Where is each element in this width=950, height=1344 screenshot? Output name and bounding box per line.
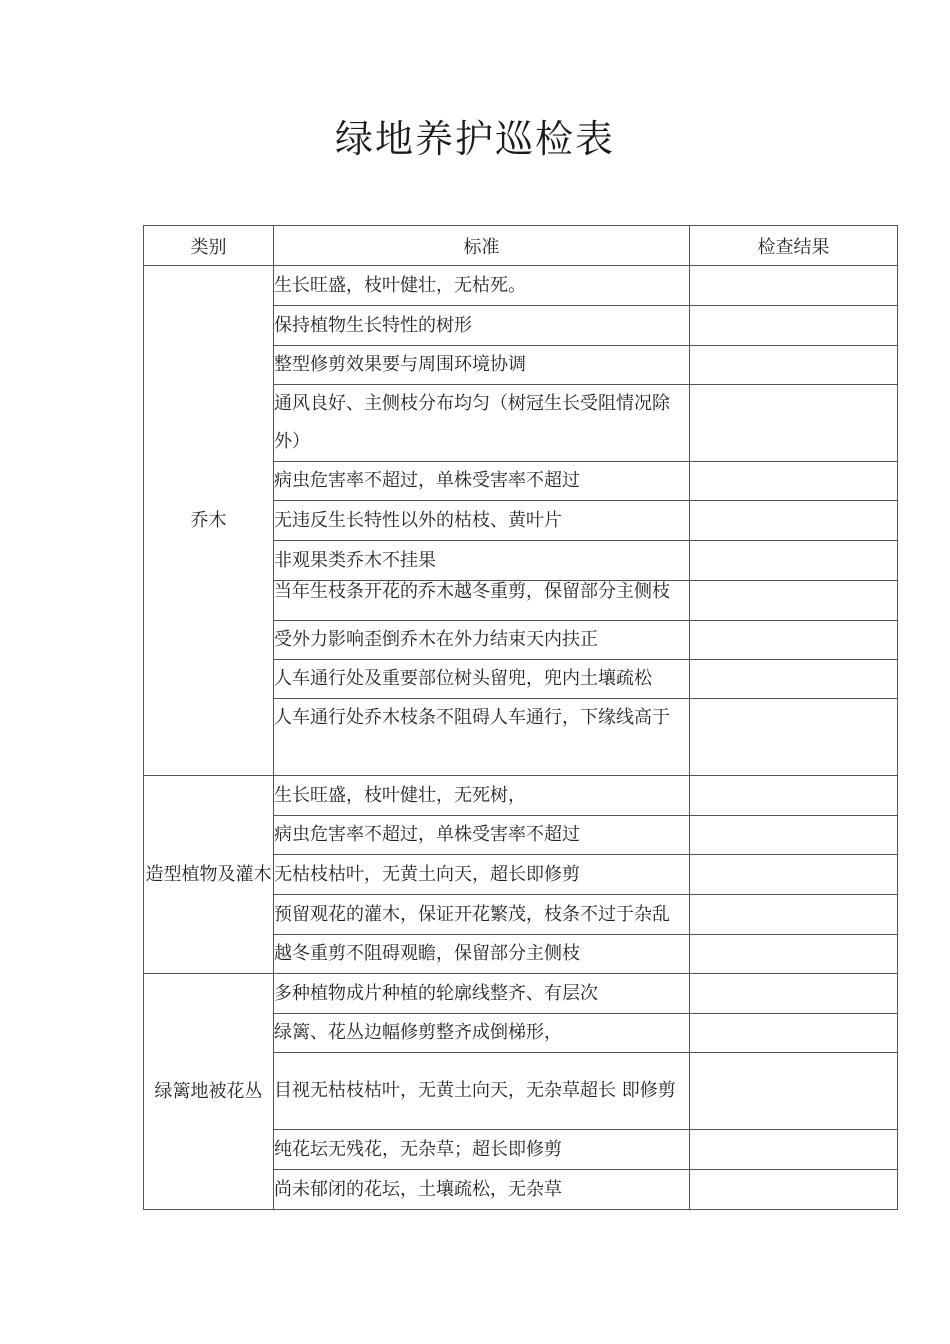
result-cell[interactable]	[690, 776, 898, 816]
header-standard: 标准	[274, 226, 690, 266]
standard-cell: 尚未郁闭的花坛，土壤疏松，无杂草	[274, 1170, 690, 1210]
standard-cell: 非观果类乔木不挂果	[274, 541, 690, 581]
result-cell[interactable]	[690, 1014, 898, 1053]
category-cell: 绿篱地被花丛	[144, 974, 274, 1210]
standard-cell	[274, 581, 690, 621]
standard-cell: 人车通行处及重要部位树头留兜，兜内土壤疏松	[274, 660, 690, 699]
standard-cell: 通风良好、主侧枝分布均匀（树冠生长受阻情况除 外）	[274, 385, 690, 462]
standard-cell: 无违反生长特性以外的枯枝、黄叶片	[274, 501, 690, 541]
category-cell: 造型植物及灌木	[144, 776, 274, 974]
result-cell[interactable]	[690, 581, 898, 621]
standard-cell: 越冬重剪不阻碍观瞻，保留部分主侧枝	[274, 935, 690, 974]
standard-cell: 受外力影响歪倒乔木在外力结束天内扶正	[274, 621, 690, 660]
standard-cell: 病虫危害率不超过，单株受害率不超过	[274, 462, 690, 501]
result-cell[interactable]	[690, 462, 898, 501]
standard-cell: 病虫危害率不超过，单株受害率不超过	[274, 816, 690, 855]
result-cell[interactable]	[690, 935, 898, 974]
standard-cell: 人车通行处乔木枝条不阻碍人车通行，下缘线高于	[274, 699, 690, 776]
table-row	[144, 974, 898, 1014]
table-row	[144, 776, 898, 816]
standard-cell: 保持植物生长特性的树形	[274, 306, 690, 346]
standard-cell: 整型修剪效果要与周围环境协调	[274, 346, 690, 385]
result-cell[interactable]	[690, 306, 898, 346]
result-cell[interactable]	[690, 501, 898, 541]
result-cell[interactable]	[690, 266, 898, 306]
standard-cell: 无枯枝枯叶，无黄土向天，超长即修剪	[274, 855, 690, 895]
table-row	[144, 266, 898, 306]
standard-text: 当年生枝条开花的乔木越冬重剪，保留部分主侧枝	[274, 581, 670, 602]
result-cell[interactable]	[690, 1053, 898, 1130]
category-cell: 乔木	[144, 266, 274, 776]
header-category: 类别	[144, 226, 274, 266]
result-cell[interactable]	[690, 1130, 898, 1170]
standard-text: 预留观花的灌木，保证开花繁茂，枝条不过于杂乱	[274, 903, 670, 925]
result-cell[interactable]	[690, 385, 898, 462]
standard-cell: 多种植物成片种植的轮廓线整齐、有层次	[274, 974, 690, 1014]
standard-cell	[274, 895, 690, 935]
result-cell[interactable]	[690, 895, 898, 935]
table-header-row	[144, 226, 898, 266]
result-cell[interactable]	[690, 541, 898, 581]
standard-cell: 目视无枯枝枯叶，无黄土向天，无杂草超长 即修剪	[274, 1053, 690, 1130]
result-cell[interactable]	[690, 816, 898, 855]
result-cell[interactable]	[690, 1170, 898, 1210]
result-cell[interactable]	[690, 346, 898, 385]
standard-cell: 生长旺盛，枝叶健壮，无枯死。	[274, 266, 690, 306]
standard-cell: 生长旺盛，枝叶健壮，无死树，	[274, 776, 690, 816]
result-cell[interactable]	[690, 974, 898, 1014]
standard-cell: 绿篱、花丛边幅修剪整齐成倒梯形，	[274, 1014, 690, 1053]
result-cell[interactable]	[690, 699, 898, 776]
result-cell[interactable]	[690, 621, 898, 660]
result-cell[interactable]	[690, 855, 898, 895]
header-result: 检查结果	[690, 226, 898, 266]
standard-cell: 纯花坛无残花，无杂草；超长即修剪	[274, 1130, 690, 1170]
inspection-table	[143, 225, 898, 1210]
page-title: 绿地养护巡检表	[334, 117, 615, 161]
result-cell[interactable]	[690, 660, 898, 699]
